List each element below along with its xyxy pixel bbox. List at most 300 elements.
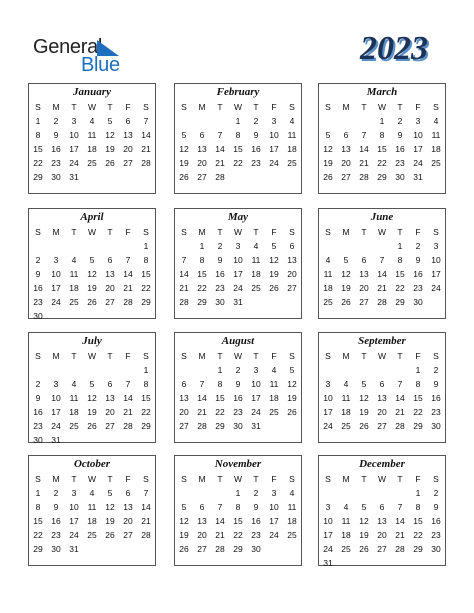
day-cell: 6: [379, 379, 385, 389]
day-cell: 10: [51, 393, 61, 403]
day-cell: 9: [253, 502, 259, 512]
weekday-label: S: [143, 351, 149, 361]
day-cell: 17: [251, 393, 261, 403]
day-cell: 26: [359, 544, 369, 554]
day-cell: 20: [123, 144, 133, 154]
weekday-label: S: [181, 474, 187, 484]
day-cell: 23: [251, 158, 261, 168]
weekday-label: S: [433, 474, 439, 484]
weekday-label: W: [377, 351, 387, 361]
month-may: [174, 208, 302, 319]
day-cell: 28: [377, 297, 387, 307]
empty-cell: [83, 363, 101, 377]
day-cell: 2: [53, 116, 59, 126]
day-cell: 28: [395, 544, 405, 554]
day-cell: 9: [35, 393, 41, 403]
weekday-label: S: [35, 351, 41, 361]
empty-cell: [47, 239, 65, 253]
day-cell: 29: [197, 297, 207, 307]
day-cell: 28: [141, 158, 151, 168]
day-cell: 23: [431, 407, 441, 417]
day-cell: 10: [431, 255, 441, 265]
day-cell: 14: [141, 130, 151, 140]
month-september: [318, 332, 446, 443]
day-cell: 6: [289, 241, 295, 251]
day-cell: 15: [33, 516, 43, 526]
day-cell: 23: [51, 158, 61, 168]
day-cell: 15: [33, 144, 43, 154]
day-cell: 26: [341, 297, 351, 307]
day-cell: 17: [269, 516, 279, 526]
weekday-label: S: [289, 351, 295, 361]
day-cell: 1: [415, 365, 421, 375]
month-grid: [29, 472, 155, 556]
day-cell: 28: [215, 544, 225, 554]
weekday-label: F: [415, 351, 421, 361]
day-cell: 10: [323, 393, 333, 403]
day-cell: 31: [233, 297, 243, 307]
month-grid: [29, 225, 155, 323]
day-cell: 15: [233, 144, 243, 154]
empty-cell: [101, 363, 119, 377]
day-cell: 3: [71, 116, 77, 126]
day-cell: 30: [33, 435, 43, 445]
empty-cell: [355, 363, 373, 377]
day-cell: 24: [69, 158, 79, 168]
day-cell: 30: [395, 172, 405, 182]
weekday-label: S: [289, 227, 295, 237]
day-cell: 9: [415, 255, 421, 265]
weekday-label: F: [125, 474, 131, 484]
day-cell: 19: [269, 269, 279, 279]
month-grid: [175, 100, 301, 184]
day-cell: 11: [87, 130, 97, 140]
day-cell: 16: [233, 393, 243, 403]
day-cell: 14: [215, 144, 225, 154]
day-cell: 8: [235, 502, 241, 512]
day-cell: 31: [69, 172, 79, 182]
day-cell: 24: [51, 421, 61, 431]
day-cell: 1: [235, 488, 241, 498]
empty-cell: [319, 363, 337, 377]
day-cell: 23: [431, 530, 441, 540]
day-cell: 11: [269, 379, 279, 389]
day-cell: 5: [181, 502, 187, 512]
empty-cell: [319, 486, 337, 500]
month-october: [28, 455, 156, 566]
weekday-label: T: [71, 102, 77, 112]
day-cell: 1: [35, 488, 41, 498]
day-cell: 25: [323, 297, 333, 307]
month-grid: [175, 472, 301, 556]
empty-cell: [119, 239, 137, 253]
day-cell: 27: [123, 158, 133, 168]
day-cell: 17: [51, 407, 61, 417]
day-cell: 21: [179, 283, 189, 293]
day-cell: 16: [413, 269, 423, 279]
day-cell: 5: [181, 130, 187, 140]
day-cell: 30: [431, 421, 441, 431]
day-cell: 25: [251, 283, 261, 293]
day-cell: 4: [289, 488, 295, 498]
day-cell: 8: [199, 255, 205, 265]
day-cell: 8: [143, 255, 149, 265]
day-cell: 12: [87, 269, 97, 279]
day-cell: 18: [251, 269, 261, 279]
day-cell: 22: [33, 530, 43, 540]
day-cell: 24: [69, 530, 79, 540]
day-cell: 20: [377, 407, 387, 417]
day-cell: 19: [359, 407, 369, 417]
day-cell: 13: [105, 269, 115, 279]
day-cell: 13: [287, 255, 297, 265]
weekday-label: S: [143, 102, 149, 112]
day-cell: 1: [235, 116, 241, 126]
weekday-label: S: [181, 227, 187, 237]
weekday-label: T: [107, 351, 113, 361]
brand-logo: [33, 36, 133, 76]
day-cell: 26: [87, 421, 97, 431]
month-november: [174, 455, 302, 566]
day-cell: 31: [51, 435, 61, 445]
weekday-label: W: [233, 227, 243, 237]
day-cell: 24: [269, 158, 279, 168]
month-title: October: [73, 458, 111, 470]
day-cell: 21: [377, 283, 387, 293]
day-cell: 1: [415, 488, 421, 498]
day-cell: 16: [215, 269, 225, 279]
weekday-label: S: [35, 227, 41, 237]
weekday-label: S: [289, 102, 295, 112]
day-cell: 18: [341, 530, 351, 540]
day-cell: 13: [197, 516, 207, 526]
month-grid: [319, 349, 445, 433]
day-cell: 1: [143, 365, 149, 375]
day-cell: 11: [69, 269, 79, 279]
day-cell: 30: [413, 297, 423, 307]
day-cell: 5: [361, 502, 367, 512]
month-title: March: [366, 86, 398, 98]
empty-cell: [391, 363, 409, 377]
weekday-label: S: [143, 474, 149, 484]
empty-cell: [211, 114, 229, 128]
weekday-label: W: [377, 102, 387, 112]
day-cell: 3: [433, 241, 439, 251]
day-cell: 14: [215, 516, 225, 526]
day-cell: 8: [235, 130, 241, 140]
weekday-label: T: [217, 474, 223, 484]
day-cell: 21: [215, 530, 225, 540]
day-cell: 9: [397, 130, 403, 140]
day-cell: 24: [251, 407, 261, 417]
empty-cell: [319, 239, 337, 253]
day-cell: 29: [413, 544, 423, 554]
weekday-label: M: [52, 474, 60, 484]
day-cell: 4: [71, 255, 77, 265]
day-cell: 17: [413, 144, 423, 154]
weekday-label: M: [342, 227, 350, 237]
empty-cell: [101, 239, 119, 253]
day-cell: 22: [141, 283, 151, 293]
day-cell: 2: [415, 241, 421, 251]
day-cell: 3: [271, 488, 277, 498]
day-cell: 22: [233, 530, 243, 540]
weekday-label: T: [397, 227, 403, 237]
day-cell: 19: [87, 407, 97, 417]
day-cell: 25: [87, 158, 97, 168]
day-cell: 4: [343, 502, 349, 512]
day-cell: 27: [359, 297, 369, 307]
day-cell: 15: [377, 144, 387, 154]
day-cell: 27: [123, 530, 133, 540]
day-cell: 26: [287, 407, 297, 417]
weekday-label: T: [253, 227, 259, 237]
day-cell: 13: [123, 130, 133, 140]
day-cell: 19: [287, 393, 297, 403]
day-cell: 15: [413, 393, 423, 403]
day-cell: 7: [217, 502, 223, 512]
day-cell: 17: [269, 144, 279, 154]
weekday-label: T: [217, 102, 223, 112]
day-cell: 13: [377, 516, 387, 526]
day-cell: 13: [341, 144, 351, 154]
day-cell: 22: [233, 158, 243, 168]
weekday-label: F: [271, 227, 277, 237]
day-cell: 28: [123, 421, 133, 431]
day-cell: 17: [69, 516, 79, 526]
weekday-label: S: [35, 474, 41, 484]
weekday-label: S: [289, 474, 295, 484]
day-cell: 22: [141, 407, 151, 417]
day-cell: 3: [235, 241, 241, 251]
day-cell: 27: [197, 544, 207, 554]
day-cell: 30: [51, 172, 61, 182]
day-cell: 28: [359, 172, 369, 182]
day-cell: 21: [123, 407, 133, 417]
day-cell: 7: [181, 255, 187, 265]
day-cell: 8: [35, 502, 41, 512]
weekday-label: S: [181, 102, 187, 112]
day-cell: 13: [179, 393, 189, 403]
empty-cell: [65, 239, 83, 253]
day-cell: 24: [51, 297, 61, 307]
day-cell: 15: [141, 269, 151, 279]
day-cell: 20: [377, 530, 387, 540]
day-cell: 7: [125, 379, 131, 389]
month-grid: [29, 349, 155, 447]
day-cell: 19: [323, 158, 333, 168]
weekday-label: T: [361, 474, 367, 484]
empty-cell: [337, 363, 355, 377]
day-cell: 28: [215, 172, 225, 182]
day-cell: 4: [343, 379, 349, 389]
weekday-label: T: [107, 474, 113, 484]
empty-cell: [373, 239, 391, 253]
month-grid: [175, 349, 301, 433]
empty-cell: [65, 363, 83, 377]
day-cell: 16: [395, 144, 405, 154]
day-cell: 19: [341, 283, 351, 293]
day-cell: 29: [233, 544, 243, 554]
weekday-label: S: [325, 102, 331, 112]
day-cell: 18: [87, 144, 97, 154]
day-cell: 10: [269, 130, 279, 140]
day-cell: 22: [413, 530, 423, 540]
day-cell: 17: [431, 269, 441, 279]
day-cell: 23: [395, 158, 405, 168]
day-cell: 14: [359, 144, 369, 154]
weekday-label: M: [52, 102, 60, 112]
empty-cell: [175, 114, 193, 128]
day-cell: 11: [287, 130, 297, 140]
day-cell: 23: [215, 283, 225, 293]
empty-cell: [83, 239, 101, 253]
day-cell: 30: [215, 297, 225, 307]
day-cell: 12: [359, 516, 369, 526]
weekday-label: T: [397, 102, 403, 112]
day-cell: 27: [377, 421, 387, 431]
weekday-label: M: [198, 351, 206, 361]
day-cell: 21: [197, 407, 207, 417]
day-cell: 16: [33, 407, 43, 417]
day-cell: 18: [287, 516, 297, 526]
weekday-label: F: [415, 227, 421, 237]
empty-cell: [29, 363, 47, 377]
day-cell: 2: [253, 116, 259, 126]
weekday-label: T: [71, 474, 77, 484]
day-cell: 31: [323, 558, 333, 568]
weekday-label: W: [233, 474, 243, 484]
day-cell: 26: [179, 172, 189, 182]
empty-cell: [337, 239, 355, 253]
day-cell: 4: [289, 116, 295, 126]
weekday-label: T: [361, 102, 367, 112]
day-cell: 3: [271, 116, 277, 126]
day-cell: 29: [215, 421, 225, 431]
day-cell: 6: [125, 488, 131, 498]
day-cell: 7: [199, 379, 205, 389]
day-cell: 11: [287, 502, 297, 512]
day-cell: 16: [51, 144, 61, 154]
day-cell: 13: [377, 393, 387, 403]
day-cell: 10: [51, 269, 61, 279]
empty-cell: [355, 486, 373, 500]
day-cell: 24: [413, 158, 423, 168]
day-cell: 1: [35, 116, 41, 126]
day-cell: 13: [105, 393, 115, 403]
day-cell: 5: [89, 255, 95, 265]
brand-name-blue: Blue: [81, 54, 120, 76]
day-cell: 22: [197, 283, 207, 293]
day-cell: 8: [397, 255, 403, 265]
day-cell: 28: [141, 530, 151, 540]
day-cell: 23: [413, 283, 423, 293]
day-cell: 5: [89, 379, 95, 389]
day-cell: 10: [413, 130, 423, 140]
day-cell: 10: [269, 502, 279, 512]
day-cell: 14: [123, 269, 133, 279]
day-cell: 23: [51, 530, 61, 540]
weekday-label: T: [71, 351, 77, 361]
day-cell: 8: [35, 130, 41, 140]
day-cell: 29: [413, 421, 423, 431]
day-cell: 4: [89, 488, 95, 498]
day-cell: 29: [141, 297, 151, 307]
day-cell: 28: [197, 421, 207, 431]
month-title: November: [214, 458, 262, 470]
day-cell: 20: [105, 283, 115, 293]
day-cell: 14: [395, 516, 405, 526]
weekday-label: T: [253, 474, 259, 484]
day-cell: 5: [361, 379, 367, 389]
day-cell: 27: [377, 544, 387, 554]
day-cell: 5: [271, 241, 277, 251]
weekday-label: T: [361, 351, 367, 361]
day-cell: 31: [251, 421, 261, 431]
weekday-label: F: [271, 102, 277, 112]
day-cell: 7: [143, 488, 149, 498]
weekday-label: S: [433, 102, 439, 112]
day-cell: 2: [35, 379, 41, 389]
day-cell: 2: [35, 255, 41, 265]
day-cell: 18: [269, 393, 279, 403]
day-cell: 7: [379, 255, 385, 265]
weekday-label: T: [71, 227, 77, 237]
month-december: [318, 455, 446, 566]
day-cell: 14: [197, 393, 207, 403]
day-cell: 12: [87, 393, 97, 403]
day-cell: 1: [199, 241, 205, 251]
day-cell: 19: [105, 144, 115, 154]
day-cell: 18: [341, 407, 351, 417]
weekday-label: T: [217, 351, 223, 361]
day-cell: 26: [105, 158, 115, 168]
day-cell: 7: [397, 502, 403, 512]
day-cell: 13: [359, 269, 369, 279]
day-cell: 24: [233, 283, 243, 293]
month-title: December: [359, 458, 405, 470]
day-cell: 12: [323, 144, 333, 154]
month-august: [174, 332, 302, 443]
day-cell: 28: [179, 297, 189, 307]
empty-cell: [29, 239, 47, 253]
day-cell: 20: [359, 283, 369, 293]
day-cell: 15: [395, 269, 405, 279]
day-cell: 17: [233, 269, 243, 279]
empty-cell: [319, 114, 337, 128]
day-cell: 7: [361, 130, 367, 140]
day-cell: 26: [179, 544, 189, 554]
weekday-label: T: [107, 102, 113, 112]
day-cell: 27: [105, 421, 115, 431]
weekday-label: M: [52, 351, 60, 361]
day-cell: 6: [125, 116, 131, 126]
day-cell: 14: [179, 269, 189, 279]
empty-cell: [355, 239, 373, 253]
day-cell: 15: [215, 393, 225, 403]
day-cell: 7: [217, 130, 223, 140]
day-cell: 20: [287, 269, 297, 279]
weekday-label: S: [181, 351, 187, 361]
weekday-label: M: [342, 351, 350, 361]
day-cell: 22: [215, 407, 225, 417]
day-cell: 28: [123, 297, 133, 307]
weekday-label: W: [233, 102, 243, 112]
day-cell: 19: [359, 530, 369, 540]
day-cell: 17: [323, 407, 333, 417]
day-cell: 9: [217, 255, 223, 265]
day-cell: 25: [287, 530, 297, 540]
